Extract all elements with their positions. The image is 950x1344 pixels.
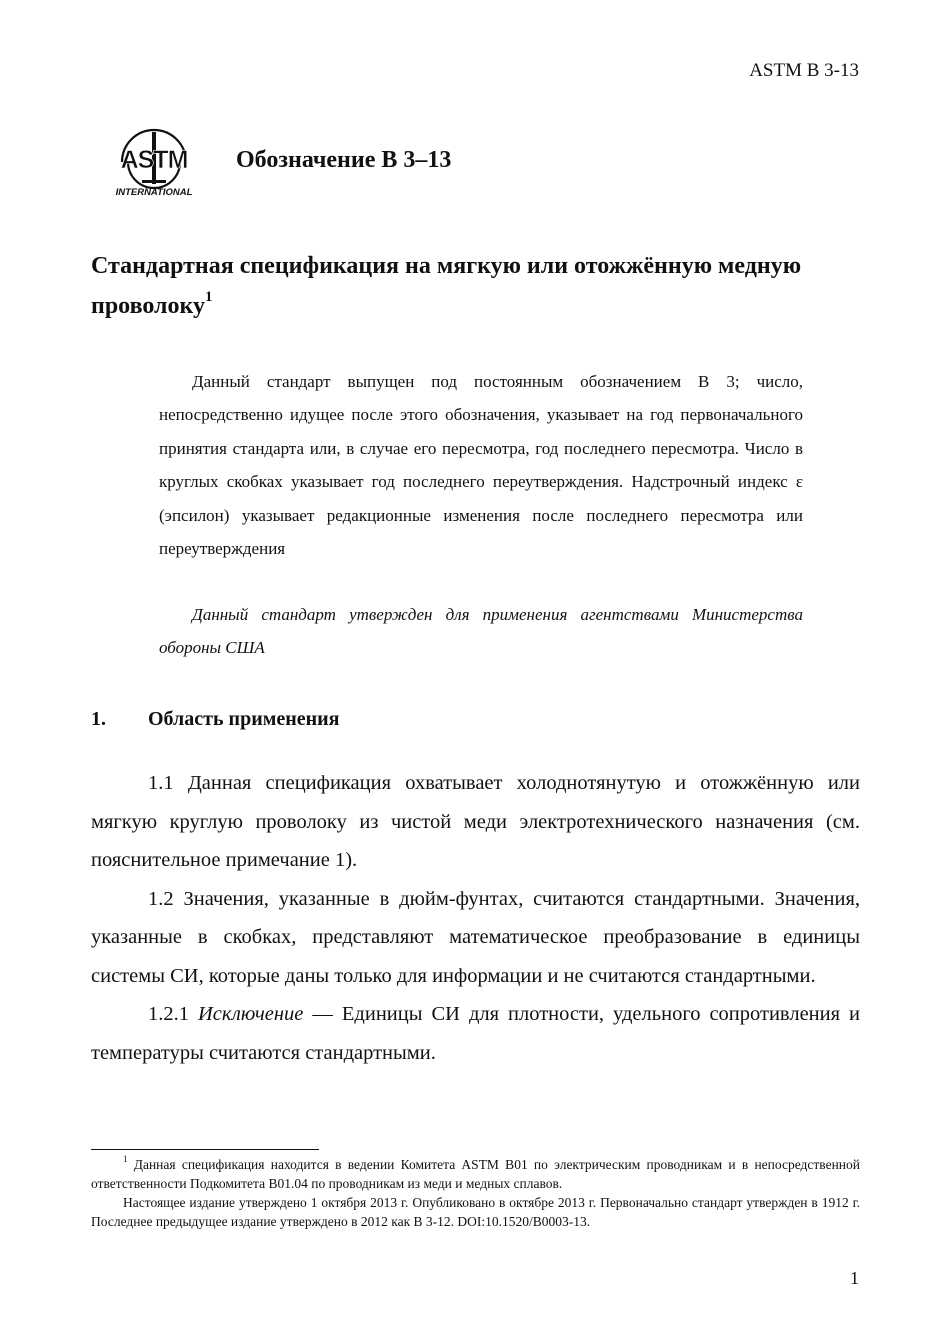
document-title-text: Стандартная спецификация на мягкую или отожжённую медную проволоку	[91, 253, 802, 319]
paragraph-text: Данная спецификация охватывает холоднотянутую и отожжённую или мягкую круглую проволоку из чистой меди электротехнического назначения (см. пояснительное примечание 1).	[91, 772, 861, 871]
footnote-divider	[91, 1149, 319, 1150]
logo-mark-text: ASTM	[120, 146, 188, 174]
paragraph-1-2-1	[91, 995, 860, 1072]
document-title	[91, 246, 861, 326]
footnote-marker: 1	[123, 1153, 128, 1164]
paragraph-number: 1.1	[148, 772, 174, 794]
standard-designation: Обозначение B 3–13	[236, 147, 452, 173]
paragraph-text: — Единицы СИ для плотности, удельного сопротивления и температуры считаются стандартными.	[91, 1003, 860, 1064]
page-header-code: ASTM B 3-13	[749, 60, 859, 81]
section-body	[91, 764, 860, 1072]
footnote-1	[91, 1155, 860, 1193]
page-number: 1	[850, 1268, 859, 1288]
paragraph-number: 1.2.1	[148, 1003, 189, 1025]
footnote-1-text: Данная спецификация находится в ведении Комитета ASTM B01 по электрическим проводникам и в непосредственной ответственности Подкомитета B01.04 по проводникам из меди и медных сплавов.	[91, 1157, 860, 1191]
paragraph-number: 1.2	[148, 887, 174, 910]
standard-note: Данный стандарт выпущен под постоянным обозначением B 3; число, непосредственно идущее после этого обозначения, указывает на год первоначального принятия стандарта или, в случае его пересмотра, год последнего пересмотра. Число в круглых скобках указывает год последнего переутверждения. Надстрочный индекс ε (эпсилон) указывает редакционные изменения после последнего пересмотра или переутверждения	[159, 372, 803, 559]
paragraph-text: Значения, указанные в дюйм-фунтах, считаются стандартными. Значения, указанные в скобках, представляют математическое преобразование в единицы системы СИ, которые даны только для информации и не считаются стандартными.	[91, 887, 861, 987]
title-footnote-ref: 1	[205, 289, 213, 305]
footnotes	[91, 1155, 860, 1231]
section-heading	[91, 708, 340, 731]
astm-international-logo	[112, 126, 196, 198]
paragraph-1-2	[91, 880, 860, 996]
section-number: 1.	[91, 708, 106, 730]
footnote-2-text: Настоящее издание утверждено 1 октября 2013 г. Опубликовано в октябре 2013 г. Первоначально стандарт утвержден в 1912 г. Последнее предыдущее издание утверждено в 2012 как B 3-12. DOI:10.1520/B0003-13.	[91, 1195, 860, 1229]
paragraph-1-1	[91, 764, 860, 880]
logo-sub-text: INTERNATIONAL	[115, 187, 193, 198]
footnote-2	[91, 1193, 860, 1231]
exception-label: Исключение	[197, 1003, 304, 1025]
approval-note: Данный стандарт утвержден для применения агентствами Министерства обороны США	[159, 605, 803, 658]
section-title: Область применения	[148, 708, 340, 730]
